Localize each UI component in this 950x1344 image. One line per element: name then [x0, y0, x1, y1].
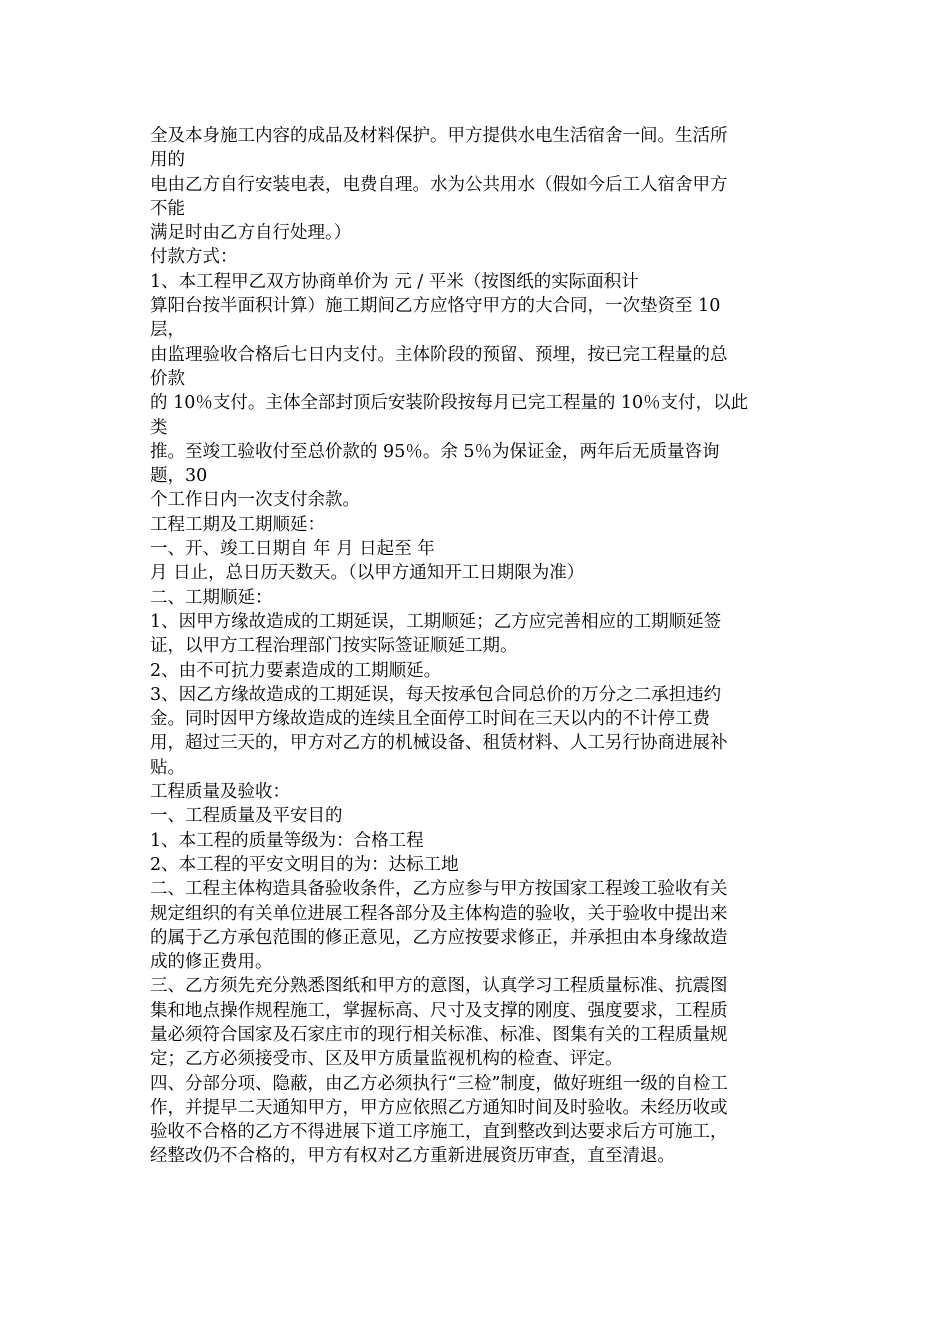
text-line: 用，超过三天的，甲方对乙方的机械设备、租赁材料、人工另行协商进展补: [150, 733, 728, 754]
text-line: 成的修正费用。: [150, 952, 273, 973]
text-line: 二、工程主体构造具备验收条件，乙方应参与甲方按国家工程竣工验收有关: [150, 879, 728, 900]
text-line: 价款: [150, 368, 185, 389]
text-line: 2、由不可抗力要素造成的工期顺延。: [150, 660, 442, 681]
text-line: 推。至竣工验收付至总价款的 95％。余 5％为保证金，两年后无质量咨询: [150, 441, 720, 462]
text-line: 四、分部分项、隐蔽，由乙方必须执行“三检”制度，做好班组一级的自检工: [150, 1073, 728, 1094]
text-line: 证，以甲方工程治理部门按实际签证顺延工期。: [150, 636, 518, 657]
text-line: 2、本工程的平安文明目的为：达标工地: [150, 854, 459, 875]
text-line: 类: [150, 417, 168, 438]
text-line: 验收不合格的乙方不得进展下道工序施工，直到整改到达要求后方可施工，: [150, 1122, 728, 1143]
text-line: 的属于乙方承包范围的修正意见，乙方应按要求修正，并承担由本身缘故造: [150, 927, 728, 948]
text-line: 1、本工程甲乙双方协商单价为 元 / 平米（按图纸的实际面积计: [150, 271, 639, 292]
text-line: 个工作日内一次支付余款。: [150, 490, 360, 511]
text-line: 层，: [150, 320, 185, 341]
text-line: 1、本工程的质量等级为：合格工程: [150, 830, 424, 851]
text-line: 算阳台按半面积计算）施工期间乙方应恪守甲方的大合同，一次垫资至 10: [150, 296, 721, 317]
section-heading: 工程工期及工期顺延：: [150, 514, 325, 535]
text-line: 作，并提早二天通知甲方，甲方应依照乙方通知时间及时验收。未经历收或: [150, 1097, 728, 1118]
text-line: 的 10％支付。主体全部封顶后安装阶段按每月已完工程量的 10％支付，以此: [150, 393, 749, 414]
text-line: 3、因乙方缘故造成的工期延误，每天按承包合同总价的万分之二承担违约: [150, 684, 722, 705]
text-line: 满足时由乙方自行处理。）: [150, 223, 352, 244]
section-heading: 付款方式：: [150, 247, 238, 268]
text-line: 不能: [150, 198, 185, 219]
text-line: 二、工期顺延：: [150, 587, 273, 608]
text-line: 全及本身施工内容的成品及材料保护。甲方提供水电生活宿舍一间。生活所: [150, 126, 728, 146]
text-line: 集和地点操作规程施工，掌握标高、尺寸及支撑的刚度、强度要求，工程质: [150, 1000, 728, 1021]
text-line: 一、开、竣工日期自 年 月 日起至 年: [150, 539, 435, 560]
text-line: 题，30: [150, 466, 208, 487]
text-line: 量必须符合国家及石家庄市的现行相关标准、标准、图集有关的工程质量规: [150, 1024, 728, 1045]
text-line: 定；乙方必须接受市、区及甲方质量监视机构的检查、评定。: [150, 1049, 623, 1070]
document-body: [150, 124, 800, 1169]
text-line: 由监理验收合格后七日内支付。主体阶段的预留、预埋，按已完工程量的总: [150, 344, 728, 365]
section-heading: 工程质量及验收：: [150, 782, 290, 803]
text-line: 电由乙方自行安装电表，电费自理。水为公共用水（假如今后工人宿舍甲方: [150, 174, 728, 195]
text-line: 月 日止，总日历天数天。（以甲方通知开工日期限为准）: [150, 563, 585, 584]
text-line: 经整改仍不合格的，甲方有权对乙方重新进展资历审查，直至清退。: [150, 1146, 675, 1167]
text-line: 三、乙方须先充分熟悉图纸和甲方的意图，认真学习工程质量标准、抗震图: [150, 976, 728, 997]
text-line: 用的: [150, 150, 185, 171]
text-line: 一、工程质量及平安目的: [150, 806, 343, 827]
text-line: 贴。: [150, 757, 185, 778]
text-line: 1、因甲方缘故造成的工期延误，工期顺延；乙方应完善相应的工期顺延签: [150, 611, 722, 632]
text-line: 金。同时因甲方缘故造成的连续且全面停工时间在三天以内的不计停工费: [150, 709, 710, 730]
text-line: 规定组织的有关单位进展工程各部分及主体构造的验收，关于验收中提出来: [150, 903, 728, 924]
